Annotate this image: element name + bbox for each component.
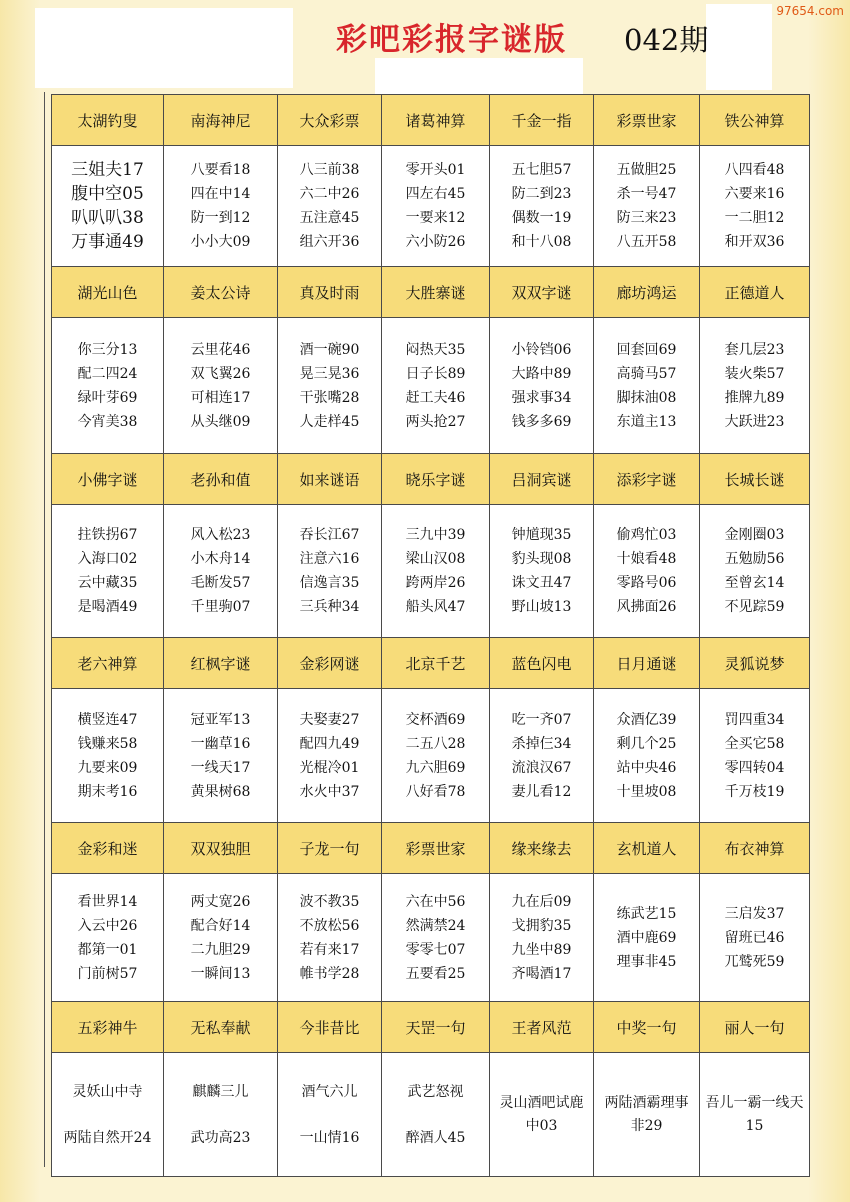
column-header: 晓乐字谜: [382, 454, 490, 505]
riddle-cell: [700, 1053, 810, 1177]
riddle-line: 众酒亿39: [616, 711, 677, 728]
riddle-cell: [382, 505, 490, 638]
line-gap: [382, 1104, 489, 1126]
riddle-line: 钟馗现35: [511, 527, 572, 543]
content-row: [52, 318, 810, 454]
riddle-line: 小小大09: [190, 234, 251, 250]
column-header: 双双字谜: [490, 267, 594, 318]
column-header: 天罡一句: [382, 1002, 490, 1053]
riddle-line: 期末考16: [77, 783, 138, 800]
riddle-line: 兀鹫死59: [724, 953, 785, 970]
riddle-line: 二九胆29: [190, 941, 251, 958]
riddle-cell: [490, 874, 594, 1002]
riddle-cell: [700, 318, 810, 454]
riddle-line: 小木舟14: [190, 551, 251, 567]
riddle-line: 风入松23: [190, 527, 251, 543]
column-header: 诸葛神算: [382, 95, 490, 146]
riddle-cell: [594, 689, 700, 823]
riddle-line: 配四九49: [299, 735, 360, 752]
riddle-line: 帷书学28: [299, 965, 360, 982]
riddle-line: 武艺怒视: [407, 1083, 464, 1100]
riddle-line: 看世界14: [77, 893, 138, 910]
riddle-line: 是喝酒49: [77, 599, 138, 615]
page-title: 彩吧彩报字谜版: [336, 22, 567, 58]
column-header: 吕洞宾谜: [490, 454, 594, 505]
riddle-line: 妻儿看12: [511, 783, 572, 800]
riddle-line: 不见踪59: [724, 599, 785, 615]
riddle-cell: [594, 146, 700, 267]
riddle-line: 信逸言35: [299, 575, 360, 591]
riddle-line: 绿叶芽69: [77, 389, 138, 406]
riddle-line: 晃三晃36: [299, 365, 360, 382]
header-row: [52, 95, 810, 146]
riddle-line: 推牌九89: [724, 389, 785, 406]
column-header: 千金一指: [490, 95, 594, 146]
riddle-cell: [490, 505, 594, 638]
riddle-line: 强求事34: [511, 389, 572, 406]
column-header: 廊坊鸿运: [594, 267, 700, 318]
column-header: 老孙和值: [164, 454, 278, 505]
riddle-line: 双飞翼26: [190, 365, 251, 382]
riddle-line: 八要看18: [190, 162, 251, 178]
column-header: 子龙一句: [278, 823, 382, 874]
column-header: 无私奉献: [164, 1002, 278, 1053]
riddle-cell: [164, 505, 278, 638]
riddle-line: 防二到23: [511, 186, 572, 202]
header-row: [52, 454, 810, 505]
riddle-line: 六在中56: [405, 893, 466, 910]
riddle-line: 两头抢27: [405, 413, 466, 430]
riddle-line: 钱多多69: [511, 413, 572, 430]
riddle-line: 八好看78: [405, 783, 466, 800]
riddle-line: 十娘看48: [616, 551, 677, 567]
riddle-line: 高骑马57: [616, 365, 677, 382]
content-row: [52, 874, 810, 1002]
column-header: 玄机道人: [594, 823, 700, 874]
riddle-line: 三启发37: [724, 905, 785, 922]
riddle-line: 罚四重34: [724, 711, 785, 728]
riddle-line: 大跃进23: [724, 413, 785, 430]
riddle-line: 叭叭叭38: [71, 208, 144, 228]
blank-mask-middle: [375, 58, 583, 94]
riddle-line: 全买它58: [724, 735, 785, 752]
line-gap: [52, 1104, 163, 1126]
riddle-line: 四左右45: [405, 186, 466, 202]
riddle-cell: [52, 1053, 164, 1177]
riddle-line: 金刚圈03: [724, 527, 785, 543]
riddle-line: 九要来09: [77, 759, 138, 776]
riddle-cell: [278, 1053, 382, 1177]
riddle-line: 练武艺15: [616, 905, 677, 922]
riddle-line: 戈拥豹35: [511, 917, 572, 934]
riddle-line: 入海口02: [77, 551, 138, 567]
header-row: [52, 823, 810, 874]
riddle-line: 两丈宽26: [190, 893, 251, 910]
riddle-line: 诛文丑47: [511, 575, 572, 591]
riddle-line: 野山坡13: [511, 599, 572, 615]
riddle-line: 五七胆57: [511, 162, 572, 178]
riddle-line: 一二胆12: [724, 210, 785, 226]
riddle-cell: [700, 146, 810, 267]
column-header: 缘来缘去: [490, 823, 594, 874]
riddle-cell: [490, 146, 594, 267]
riddle-line: 二五八28: [405, 735, 466, 752]
riddle-table: [51, 94, 810, 1177]
riddle-line: 偷鸡忙03: [616, 527, 677, 543]
riddle-cell: [164, 146, 278, 267]
riddle-cell: [164, 689, 278, 823]
riddle-line: 云里花46: [190, 341, 251, 358]
riddle-line: 都第一01: [77, 941, 138, 958]
riddle-line: 然满禁24: [405, 917, 466, 934]
riddle-cell: [700, 874, 810, 1002]
column-header: 金彩网谜: [278, 638, 382, 689]
riddle-line: 装火柴57: [724, 365, 785, 382]
header-row: [52, 638, 810, 689]
riddle-line: 和十八08: [511, 234, 572, 250]
blank-mask-right: [706, 4, 772, 90]
riddle-line: 五要看25: [405, 965, 466, 982]
riddle-line: 零四转04: [724, 759, 785, 776]
column-header: 王者风范: [490, 1002, 594, 1053]
column-header: 老六神算: [52, 638, 164, 689]
riddle-cell: [700, 505, 810, 638]
riddle-line: 三姐夫17: [71, 160, 144, 180]
riddle-line: 十里坡08: [616, 783, 677, 800]
riddle-line: 吃一齐07: [511, 711, 572, 728]
riddle-line: 黄果树68: [190, 783, 251, 800]
riddle-cell: [700, 689, 810, 823]
riddle-cell: [164, 318, 278, 454]
riddle-cell: [52, 505, 164, 638]
riddle-line: 钱赚来58: [77, 735, 138, 752]
content-row: [52, 505, 810, 638]
riddle-line: 六小防26: [405, 234, 466, 250]
riddle-cell: [278, 505, 382, 638]
column-header: 湖光山色: [52, 267, 164, 318]
riddle-line: 八四看48: [724, 162, 785, 178]
column-header: 正德道人: [700, 267, 810, 318]
column-header: 如来谜语: [278, 454, 382, 505]
column-header: 双双独胆: [164, 823, 278, 874]
riddle-line: 你三分13: [77, 341, 138, 358]
riddle-line: 梁山汉08: [405, 551, 466, 567]
riddle-line: 一线天17: [190, 759, 251, 776]
riddle-cell: [52, 874, 164, 1002]
riddle-cell: [382, 146, 490, 267]
riddle-line: 跨两岸26: [405, 575, 466, 591]
riddle-cell: [278, 689, 382, 823]
riddle-line: 光棍冷01: [299, 759, 360, 776]
riddle-line: 理事非45: [616, 953, 677, 970]
riddle-line: 夫娶妻27: [299, 711, 360, 728]
column-header: 今非昔比: [278, 1002, 382, 1053]
column-header: 太湖钓叟: [52, 95, 164, 146]
riddle-line: 和开双36: [724, 234, 785, 250]
riddle-cell: [278, 874, 382, 1002]
riddle-line: 六要来16: [724, 186, 785, 202]
riddle-cell: [594, 318, 700, 454]
riddle-line: 组六开36: [299, 234, 360, 250]
riddle-line: 齐喝酒17: [511, 965, 572, 982]
riddle-line: 套几层23: [724, 341, 785, 358]
left-paper-shade: [0, 0, 40, 1202]
riddle-line: 小铃铛06: [511, 341, 572, 358]
riddle-cell: [382, 318, 490, 454]
riddle-line: 毛断发57: [190, 575, 251, 591]
riddle-line: 灵山酒吧试鹿中03: [499, 1094, 584, 1134]
riddle-line: 五注意45: [299, 210, 360, 226]
riddle-line: 注意六16: [299, 551, 360, 567]
riddle-cell: [594, 505, 700, 638]
riddle-line: 一山情16: [299, 1129, 360, 1146]
riddle-cell: [490, 1053, 594, 1177]
riddle-line: 八五开58: [616, 234, 677, 250]
riddle-line: 站中央46: [616, 759, 677, 776]
riddle-line: 两陆酒霸理事非29: [604, 1094, 689, 1134]
riddle-line: 醉酒人45: [405, 1129, 466, 1146]
riddle-line: 波不教35: [299, 893, 360, 910]
column-header: 蓝色闪电: [490, 638, 594, 689]
riddle-cell: [164, 874, 278, 1002]
riddle-line: 入云中26: [77, 917, 138, 934]
content-row: [52, 689, 810, 823]
column-header: 中奖一句: [594, 1002, 700, 1053]
riddle-line: 船头风47: [405, 599, 466, 615]
column-header: 彩票世家: [382, 823, 490, 874]
riddle-line: 一幽草16: [190, 735, 251, 752]
riddle-line: 拄铁拐67: [77, 527, 138, 543]
riddle-line: 一瞬间13: [190, 965, 251, 982]
riddle-line: 零零七07: [405, 941, 466, 958]
line-gap: [278, 1104, 381, 1126]
riddle-line: 水火中37: [299, 783, 360, 800]
riddle-line: 防三来23: [616, 210, 677, 226]
riddle-line: 灵妖山中寺: [72, 1083, 143, 1100]
riddle-cell: [490, 318, 594, 454]
riddle-line: 偶数一19: [511, 210, 572, 226]
riddle-line: 不放松56: [299, 917, 360, 934]
riddle-line: 大路中89: [511, 365, 572, 382]
riddle-line: 交杯酒69: [405, 711, 466, 728]
riddle-line: 吞长江67: [299, 527, 360, 543]
right-paper-shade: [808, 0, 850, 1202]
riddle-line: 赶工夫46: [405, 389, 466, 406]
riddle-line: 剩几个25: [616, 735, 677, 752]
riddle-line: 五勉励56: [724, 551, 785, 567]
riddle-line: 一要来12: [405, 210, 466, 226]
riddle-line: 豹头现08: [511, 551, 572, 567]
riddle-line: 日子长89: [405, 365, 466, 382]
riddle-line: 武功高23: [190, 1129, 251, 1146]
column-header: 南海神尼: [164, 95, 278, 146]
riddle-line: 留班已46: [724, 929, 785, 946]
left-border-line: [44, 92, 45, 1167]
riddle-line: 杀掉仨34: [511, 735, 572, 752]
column-header: 长城长谜: [700, 454, 810, 505]
riddle-line: 防一到12: [190, 210, 251, 226]
riddle-line: 冠亚军13: [190, 711, 251, 728]
riddle-line: 门前树57: [77, 965, 138, 982]
riddle-line: 可相连17: [190, 389, 251, 406]
riddle-line: 三九中39: [405, 527, 466, 543]
riddle-line: 九坐中89: [511, 941, 572, 958]
riddle-line: 千里驹07: [190, 599, 251, 615]
riddle-line: 风拂面26: [616, 599, 677, 615]
column-header: 丽人一句: [700, 1002, 810, 1053]
column-header: 大众彩票: [278, 95, 382, 146]
riddle-line: 人走样45: [299, 413, 360, 430]
riddle-line: 吾儿一霸一线天15: [705, 1094, 804, 1134]
riddle-line: 脚抹油08: [616, 389, 677, 406]
riddle-line: 配合好14: [190, 917, 251, 934]
riddle-cell: [52, 146, 164, 267]
riddle-cell: [490, 689, 594, 823]
riddle-line: 千万枝19: [724, 783, 785, 800]
riddle-line: 腹中空05: [71, 184, 144, 204]
riddle-line: 从头继09: [190, 413, 251, 430]
riddle-line: 酒一碗90: [299, 341, 360, 358]
riddle-line: 今宵美38: [77, 413, 138, 430]
column-header: 姜太公诗: [164, 267, 278, 318]
riddle-line: 五做胆25: [616, 162, 677, 178]
riddle-line: 干张嘴28: [299, 389, 360, 406]
issue-number: 042期: [624, 23, 709, 57]
riddle-line: 八三前38: [299, 162, 360, 178]
riddle-line: 东道主13: [616, 413, 677, 430]
riddle-line: 零开头01: [405, 162, 466, 178]
riddle-cell: [278, 318, 382, 454]
riddle-line: 零路号06: [616, 575, 677, 591]
riddle-cell: [52, 318, 164, 454]
column-header: 小佛字谜: [52, 454, 164, 505]
content-row: [52, 1053, 810, 1177]
riddle-line: 麒麟三儿: [192, 1083, 249, 1100]
riddle-line: 回套回69: [616, 341, 677, 358]
riddle-line: 闷热天35: [405, 341, 466, 358]
riddle-line: 九六胆69: [405, 759, 466, 776]
riddle-line: 若有来17: [299, 941, 360, 958]
riddle-line: 四在中14: [190, 186, 251, 202]
column-header: 北京千艺: [382, 638, 490, 689]
column-header: 大胜寨谜: [382, 267, 490, 318]
riddle-line: 配二四24: [77, 365, 138, 382]
riddle-cell: [278, 146, 382, 267]
riddle-line: 至曾玄14: [724, 575, 785, 591]
riddle-line: 三兵种34: [299, 599, 360, 615]
column-header: 灵狐说梦: [700, 638, 810, 689]
riddle-cell: [52, 689, 164, 823]
header-row: [52, 1002, 810, 1053]
riddle-line: 万事通49: [71, 232, 144, 252]
riddle-line: 云中藏35: [77, 575, 138, 591]
riddle-cell: [382, 689, 490, 823]
riddle-cell: [594, 874, 700, 1002]
riddle-cell: [382, 1053, 490, 1177]
column-header: 金彩和迷: [52, 823, 164, 874]
riddle-line: 酒中鹿69: [616, 929, 677, 946]
riddle-line: 横竖连47: [77, 711, 138, 728]
site-watermark: 97654.com: [776, 4, 844, 18]
riddle-line: 流浪汉67: [511, 759, 572, 776]
column-header: 五彩神牛: [52, 1002, 164, 1053]
column-header: 彩票世家: [594, 95, 700, 146]
riddle-line: 两陆自然开24: [63, 1129, 152, 1146]
column-header: 添彩字谜: [594, 454, 700, 505]
line-gap: [164, 1104, 277, 1126]
column-header: 红枫字谜: [164, 638, 278, 689]
column-header: 铁公神算: [700, 95, 810, 146]
content-row: [52, 146, 810, 267]
riddle-cell: [594, 1053, 700, 1177]
riddle-line: 六二中26: [299, 186, 360, 202]
column-header: 布衣神算: [700, 823, 810, 874]
riddle-line: 酒气六儿: [301, 1083, 358, 1100]
riddle-line: 杀一号47: [616, 186, 677, 202]
riddle-cell: [382, 874, 490, 1002]
column-header: 真及时雨: [278, 267, 382, 318]
column-header: 日月通谜: [594, 638, 700, 689]
riddle-cell: [164, 1053, 278, 1177]
riddle-line: 九在后09: [511, 893, 572, 910]
blank-mask-left: [35, 8, 293, 88]
header-row: [52, 267, 810, 318]
